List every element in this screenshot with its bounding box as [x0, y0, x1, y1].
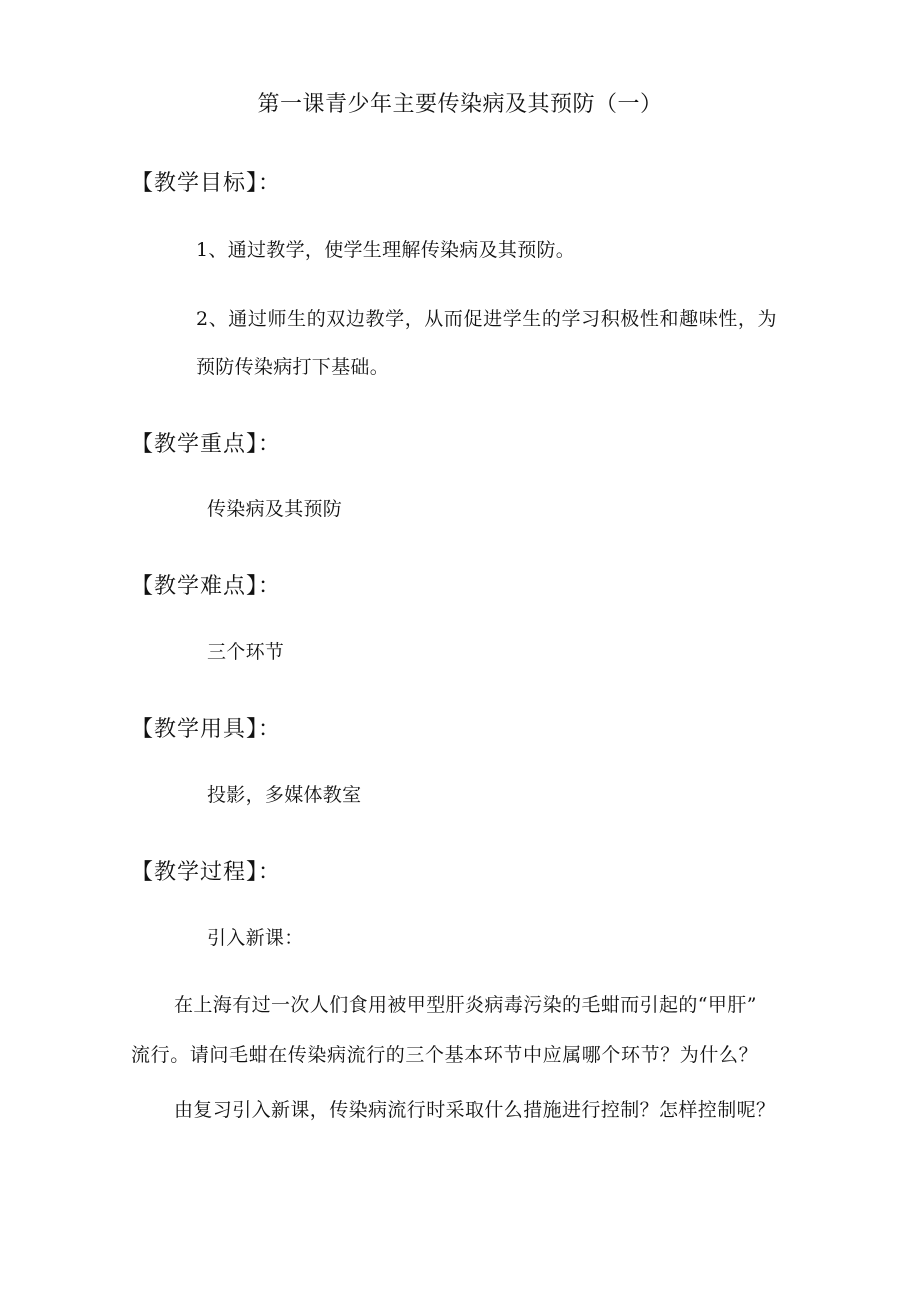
section-heading-process: 【教学过程】：: [131, 860, 282, 885]
process-paragraph-line-1: 在上海有过一次人们食用被甲型肝炎病毒污染的毛蚶而引起的“甲肝”: [174, 994, 757, 1016]
objective-item-2-continued: 预防传染病打下基础。: [196, 356, 390, 378]
section-heading-key-points: 【教学重点】：: [131, 432, 282, 457]
process-intro-label: 引入新课：: [207, 927, 304, 949]
objective-item-1: 1、通过教学，使学生理解传染病及其预防。: [196, 239, 576, 261]
section-heading-objectives: 【教学目标】：: [131, 171, 282, 196]
process-paragraph-line-2: 流行。请问毛蚶在传染病流行的三个基本环节中应属哪个环节？为什么？: [131, 1044, 759, 1066]
tools-text: 投影，多媒体教室: [207, 784, 362, 806]
page-title: 第一课青少年主要传染病及其预防（一）: [257, 92, 663, 117]
objective-item-2: 2、通过师生的双边教学，从而促进学生的学习积极性和趣味性，为: [196, 308, 778, 330]
section-heading-tools: 【教学用具】：: [131, 717, 282, 742]
process-paragraph-line-3: 由复习引入新课，传染病流行时采取什么措施进行控制？怎样控制呢？: [174, 1099, 776, 1121]
key-point-text: 传染病及其预防: [207, 498, 343, 520]
section-heading-difficulties: 【教学难点】：: [131, 574, 282, 599]
difficulty-text: 三个环节: [207, 641, 285, 663]
